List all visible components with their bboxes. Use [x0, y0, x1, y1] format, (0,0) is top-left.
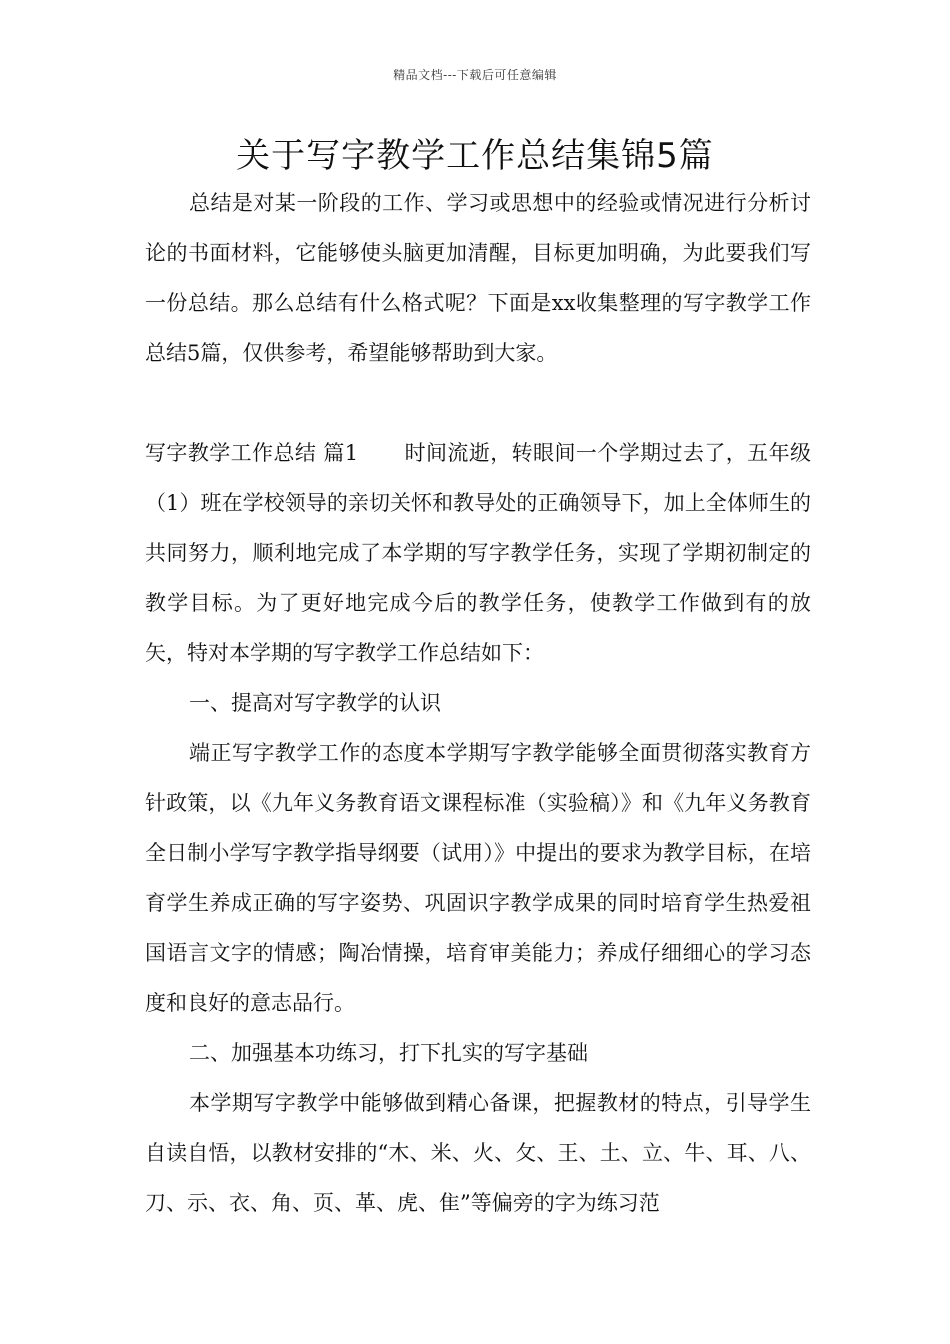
paragraph-gap	[145, 378, 811, 428]
section-1-paragraph	[145, 428, 811, 678]
intro-paragraph: 总结是对某一阶段的工作、学习或思想中的经验或情况进行分析讨论的书面材料，它能够使头脑更加清醒，目标更加明确，为此要我们写一份总结。那么总结有什么格式呢？下面是xx收集整理的写字教学工作总结5篇，仅供参考，希望能够帮助到大家。	[145, 191, 811, 365]
document-body	[145, 178, 811, 1228]
heading-1: 一、提高对写字教学的认识	[189, 691, 441, 715]
header-note: 精品文档---下载后可任意编辑	[393, 68, 557, 82]
section-1-opening: 时间流逝，转眼间一个学期过去了，五年级（1）班在学校领导的亲切关怀和教导处的正确领导下，加上全体师生的共同努力，顺利地完成了本学期的写字教学任务，实现了学期初制定的教学目标。为了更好地完成今后的教学任务，使教学工作做到有的放矢，特对本学期的写字教学工作总结如下：	[145, 441, 812, 665]
paragraph-1: 端正写字教学工作的态度本学期写字教学能够全面贯彻落实教育方针政策，以《九年义务教育语文课程标准（实验稿）》和《九年义务教育全日制小学写字教学指导纲要（试用）》中提出的要求为教学目标，在培育学生养成正确的写字姿势、巩固识字教学成果的同时培育学生热爱祖国语言文字的情感；陶冶情操，培育审美能力；养成仔细细心的学习态度和良好的意志品行。	[145, 741, 811, 1015]
document-title: 关于写字教学工作总结集锦5篇	[236, 136, 714, 176]
paragraph-2: 本学期写字教学中能够做到精心备课，把握教材的特点，引导学生自读自悟，以教材安排的“木、米、火、攵、王、土、立、牛、耳、八、刀、示、衣、角、页、革、虎、隹”等偏旁的字为练习范	[145, 1091, 811, 1215]
heading-2: 二、加强基本功练习，打下扎实的写字基础	[189, 1041, 588, 1065]
section-1-label: 写字教学工作总结 篇1	[145, 441, 359, 465]
